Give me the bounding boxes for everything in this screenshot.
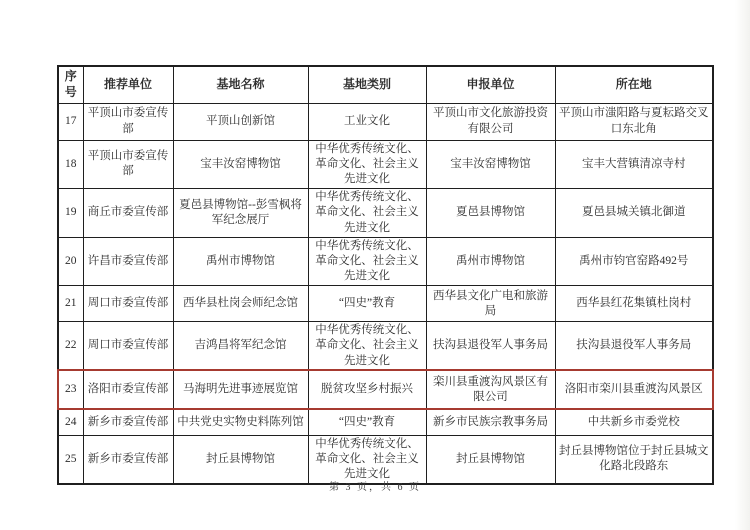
cell-recommender: 新乡市委宣传部 — [83, 409, 173, 435]
cell-name: 宝丰汝窑博物馆 — [173, 140, 308, 189]
cell-category: 脱贫攻坚乡村振兴 — [308, 370, 426, 409]
cell-applicant: 禹州市博物馆 — [426, 237, 555, 286]
table-body — [58, 103, 713, 484]
cell-category: 中华优秀传统文化、革命文化、社会主义先进文化 — [308, 237, 426, 286]
cell-name: 夏邑县博物馆--彭雪枫将军纪念展厅 — [173, 189, 308, 238]
cell-num: 23 — [58, 370, 83, 409]
cell-applicant: 栾川县重渡沟风景区有限公司 — [426, 370, 555, 409]
cell-num: 19 — [58, 189, 83, 238]
cell-recommender: 平顶山市委宣传部 — [83, 140, 173, 189]
cell-location: 洛阳市栾川县重渡沟风景区 — [555, 370, 713, 409]
cell-location: 禹州市钧官窑路492号 — [555, 237, 713, 286]
cell-name: 中共党史实物史料陈列馆 — [173, 409, 308, 435]
cell-category: “四史”教育 — [308, 286, 426, 322]
column-header-base-category: 基地类别 — [308, 66, 426, 103]
table-row — [58, 237, 713, 286]
page-number-footer: 第 3 页，共 6 页 — [329, 482, 421, 493]
cell-num: 20 — [58, 237, 83, 286]
cell-category: 工业文化 — [308, 103, 426, 140]
table-row — [58, 140, 713, 189]
cell-recommender: 周口市委宣传部 — [83, 286, 173, 322]
cell-category: 中华优秀传统文化、革命文化、社会主义先进文化 — [308, 435, 426, 484]
base-list-table — [57, 65, 714, 485]
cell-applicant: 平顶山市文化旅游投资有限公司 — [426, 103, 555, 140]
cell-recommender: 周口市委宣传部 — [83, 322, 173, 371]
cell-num: 22 — [58, 322, 83, 371]
cell-recommender: 新乡市委宣传部 — [83, 435, 173, 484]
table-row — [58, 435, 713, 484]
cell-location: 扶沟县退役军人事务局 — [555, 322, 713, 371]
cell-name: 马海明先进事迹展览馆 — [173, 370, 308, 409]
cell-num: 17 — [58, 103, 83, 140]
cell-num: 21 — [58, 286, 83, 322]
cell-recommender: 商丘市委宣传部 — [83, 189, 173, 238]
cell-category: 中华优秀传统文化、革命文化、社会主义先进文化 — [308, 140, 426, 189]
header-row — [58, 66, 713, 103]
column-header-base-name: 基地名称 — [173, 66, 308, 103]
cell-num: 24 — [58, 409, 83, 435]
cell-location: 西华县红花集镇杜岗村 — [555, 286, 713, 322]
cell-name: 平顶山创新馆 — [173, 103, 308, 140]
cell-num: 18 — [58, 140, 83, 189]
table-row — [58, 189, 713, 238]
cell-category: “四史”教育 — [308, 409, 426, 435]
cell-recommender: 洛阳市委宣传部 — [83, 370, 173, 409]
table-header — [58, 66, 713, 103]
column-header-number: 序号 — [58, 66, 83, 103]
cell-applicant: 夏邑县博物馆 — [426, 189, 555, 238]
cell-name: 封丘县博物馆 — [173, 435, 308, 484]
cell-location: 封丘县博物馆位于封丘县城文化路北段路东 — [555, 435, 713, 484]
cell-name: 禹州市博物馆 — [173, 237, 308, 286]
cell-recommender: 许昌市委宣传部 — [83, 237, 173, 286]
cell-category: 中华优秀传统文化、革命文化、社会主义先进文化 — [308, 189, 426, 238]
table-row — [58, 103, 713, 140]
cell-location: 平顶山市滍阳路与夏耘路交叉口东北角 — [555, 103, 713, 140]
column-header-location: 所在地 — [555, 66, 713, 103]
cell-location: 夏邑县城关镇北御道 — [555, 189, 713, 238]
cell-applicant: 新乡市民族宗教事务局 — [426, 409, 555, 435]
table-row-highlighted — [58, 370, 713, 409]
table-row — [58, 286, 713, 322]
cell-name: 西华县杜岗会师纪念馆 — [173, 286, 308, 322]
column-header-recommender: 推荐单位 — [83, 66, 173, 103]
column-header-applicant: 申报单位 — [426, 66, 555, 103]
cell-name: 吉鸿昌将军纪念馆 — [173, 322, 308, 371]
cell-applicant: 西华县文化广电和旅游局 — [426, 286, 555, 322]
cell-applicant: 封丘县博物馆 — [426, 435, 555, 484]
table-row — [58, 322, 713, 371]
cell-recommender: 平顶山市委宣传部 — [83, 103, 173, 140]
cell-applicant: 宝丰汝窑博物馆 — [426, 140, 555, 189]
cell-location: 宝丰大营镇清凉寺村 — [555, 140, 713, 189]
cell-num: 25 — [58, 435, 83, 484]
cell-applicant: 扶沟县退役军人事务局 — [426, 322, 555, 371]
table-row — [58, 409, 713, 435]
cell-location: 中共新乡市委党校 — [555, 409, 713, 435]
cell-category: 中华优秀传统文化、革命文化、社会主义先进文化 — [308, 322, 426, 371]
